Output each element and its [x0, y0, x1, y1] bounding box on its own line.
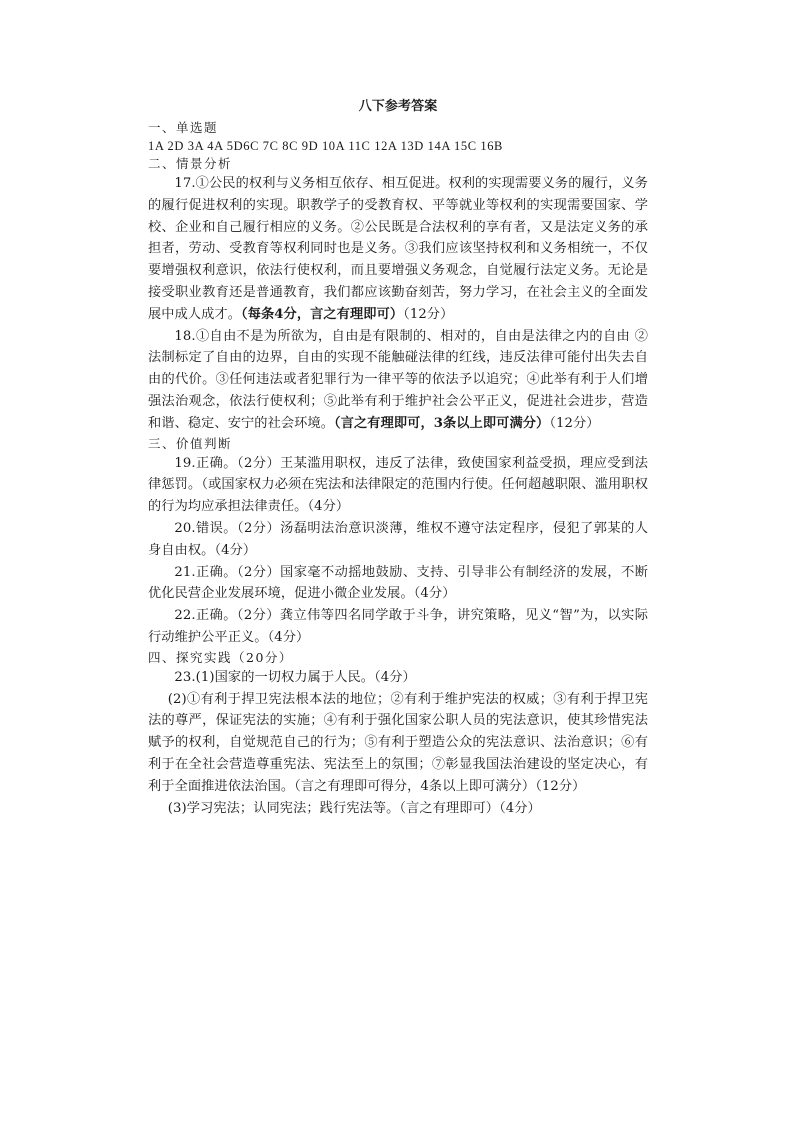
answer-17	[148, 173, 648, 326]
section-heading-inquiry-practice: 四、探究实践（20分）	[148, 649, 293, 665]
answer-18-score: （12分）	[549, 415, 600, 431]
answer-17-score: （12分）	[403, 306, 454, 322]
answer-23-1: 23.(1)国家的一切权力属于人民。（4分）	[174, 669, 416, 685]
answer-23-2: (2)①有利于捍卫宪法根本法的地位；②有利于维护宪法的权威；③有利于捍卫宪法的尊严，保证宪法的实施；④有利于强化国家公职人员的宪法意识，使其珍惜宪法赋予的权利，自觉规范自己的行为；⑤有利于塑造公众的宪法意识、法治意识；⑥有利于在全社会营造尊重宪法、宪法至上的氛围；⑦彰显我国法治建设的坚定决心，有利于全面推进依法治国。（言之有理即可得分，4条以上即可满分）（12分）	[148, 691, 648, 794]
answer-17-note: （每条4分，言之有理即可）	[241, 306, 404, 322]
answer-22: 22.正确。（2分）龚立伟等四名同学敢于斗争，讲究策略，见义“智”为，以实际行动维护公平正义。（4分）	[148, 608, 648, 645]
section-heading-single-choice: 一、单选题	[148, 120, 219, 135]
page-title: 八下参考答案	[358, 99, 438, 114]
answer-20: 20.错误。（2分）汤磊明法治意识淡薄，维权不遵守法定程序，侵犯了郭某的人身自由权。（4分）	[148, 520, 648, 558]
answer-sheet	[148, 96, 648, 819]
answer-18-note: （言之有理即可，3条以上即可满分）	[334, 415, 550, 431]
single-choice-answers: 1A 2D 3A 4A 5D6C 7C 8C 9D 10A 11C 12A 13D 14A 15C 16B	[148, 139, 503, 153]
section-heading-value-judgment: 三、价值判断	[148, 435, 233, 451]
answer-17-text: 17.①公民的权利与义务相互依存、相互促进。权利的实现需要义务的履行，义务的履行促进权利的实现。职教学子的受教育权、平等就业等权利的实现需要国家、学校、企业和自己履行相应的义务。②公民既是合法权利的享有者，又是法定义务的承担者，劳动、受教育等权利同时也是义务。③我们应该坚持权利和义务相统一，不仅要增强权利意识，依法行使权利，而且要增强义务观念，自觉履行法定义务。无论是接受职业教育还是普通教育，我们都应该勤奋刻苦，努力学习，在社会主义的全面发展中成人成才。	[148, 176, 648, 322]
answer-23-3: (3)学习宪法；认同宪法；践行宪法等。（言之有理即可）（4分）	[167, 800, 541, 816]
answer-18-text: 18.①自由不是为所欲为，自由是有限制的、相对的，自由是法律之内的自由 ②法制标定了自由的边界，自由的实现不能触碰法律的红线，违反法律可能付出失去自由的代价。③任何违法或者犯罪行为一律平等的依法予以追究；④此举有利于人们增强法治观念，依法行使权利；⑤此举有利于维护社会公平正义，促进社会进步，营造和谐、稳定、安宁的社会环境。	[148, 328, 648, 431]
section-heading-scenario-analysis: 二、情景分析	[148, 156, 233, 171]
answer-18	[148, 326, 648, 435]
answer-19: 19.正确。（2分）王某滥用职权，违反了法律，致使国家利益受损，理应受到法律惩罚。（或国家权力必须在宪法和法律限定的范围内行使。任何超越职限、滥用职权的行为均应承担法律责任。（4分）	[148, 455, 648, 515]
answer-21: 21.正确。（2分）国家毫不动摇地鼓励、支持、引导非公有制经济的发展，不断优化民营企业发展环境，促进小微企业发展。（4分）	[148, 564, 648, 602]
